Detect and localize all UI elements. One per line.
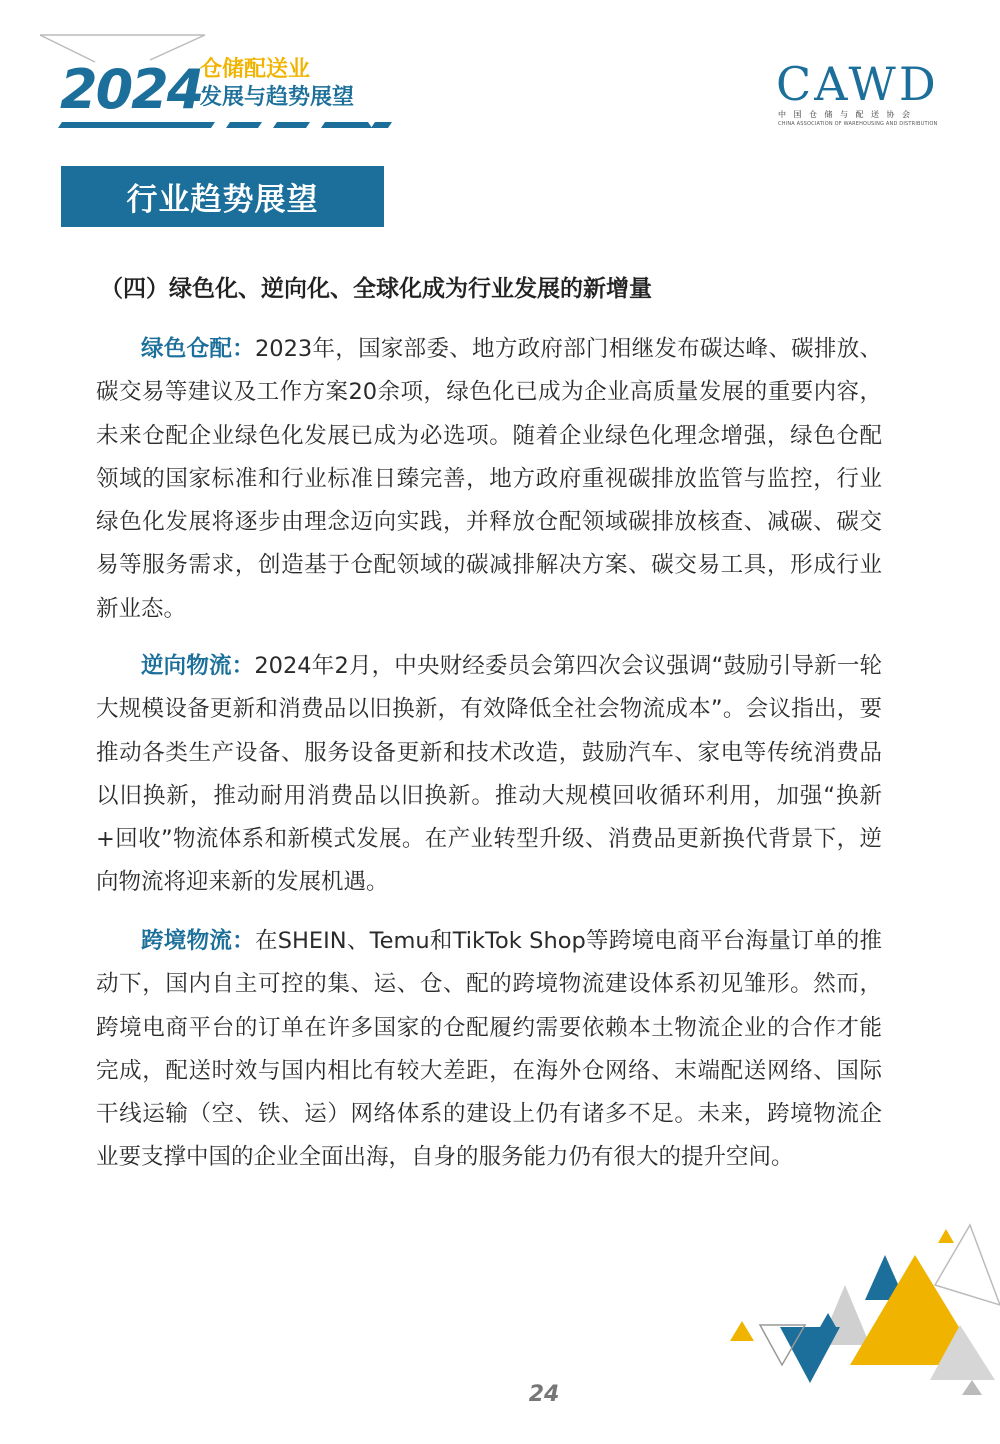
paragraph-keyword: 逆向物流：: [141, 653, 255, 679]
report-title-line1: 仓储配送业: [200, 57, 311, 82]
paragraph-green-warehousing: [96, 328, 882, 631]
section-banner-title: 行业趋势展望: [126, 182, 319, 218]
paragraph-cross-border-logistics: [96, 920, 882, 1180]
page-number: 24: [528, 1382, 560, 1407]
report-title-line2: 发展与趋势展望: [200, 85, 355, 110]
logo-english-name: CHINA ASSOCIATION OF WAREHOUSING AND DISTRIBUTION: [778, 121, 938, 127]
paragraph-text: 2023年，国家部委、地方政府部门相继发布碳达峰、碳排放、碳交易等建议及工作方案20余项，绿色化已成为企业高质量发展的重要内容，未来仓配企业绿色化发展已成为必选项。随着企业绿色化理念增强，绿色仓配领域的国家标准和行业标准日臻完善，地方政府重视碳排放监管与监控，行业绿色化发展将逐步由理念迈向实践，并释放仓配领域碳排放核查、减碳、碳交易等服务需求，创造基于仓配领域的碳减排解决方案、碳交易工具，形成行业新业态。: [96, 336, 882, 622]
logo-chinese-name: 中国仓储与配送协会: [778, 110, 918, 119]
paragraph-text: 在SHEIN、Temu和TikTok Shop等跨境电商平台海量订单的推动下，国内自主可控的集、运、仓、配的跨境物流建设体系初见雏形。然而，跨境电商平台的订单在许多国家的仓配履约需要依赖本土物流企业的合作才能完成，配送时效与国内相比有较大差距，在海外仓网络、末端配送网络、国际干线运输（空、铁、运）网络体系的建设上仍有诸多不足。未来，跨境物流企业要支撑中国的企业全面出海，自身的服务能力仍有很大的提升空间。: [96, 928, 882, 1171]
paragraph-text: 2024年2月，中央财经委员会第四次会议强调“鼓励引导新一轮大规模设备更新和消费品以旧换新，有效降低全社会物流成本”。会议指出，要推动各类生产设备、服务设备更新和技术改造，鼓励汽车、家电等传统消费品以旧换新，推动耐用消费品以旧换新。推动大规模回收循环利用，加强“换新+回收”物流体系和新模式发展。在产业转型升级、消费品更新换代背景下，逆向物流将迎来新的发展机遇。: [96, 653, 882, 896]
paragraph-reverse-logistics: [96, 645, 882, 905]
section-banner: [61, 166, 384, 227]
paragraph-keyword: 绿色仓配：: [141, 336, 255, 362]
report-year: 2024: [60, 58, 203, 121]
section-subheading: （四）绿色化、逆向化、全球化成为行业发展的新增量: [100, 276, 652, 302]
triangle-decoration: [720, 1215, 1000, 1395]
cawd-logo: CAWD: [776, 57, 939, 111]
paragraph-keyword: 跨境物流：: [141, 928, 255, 954]
